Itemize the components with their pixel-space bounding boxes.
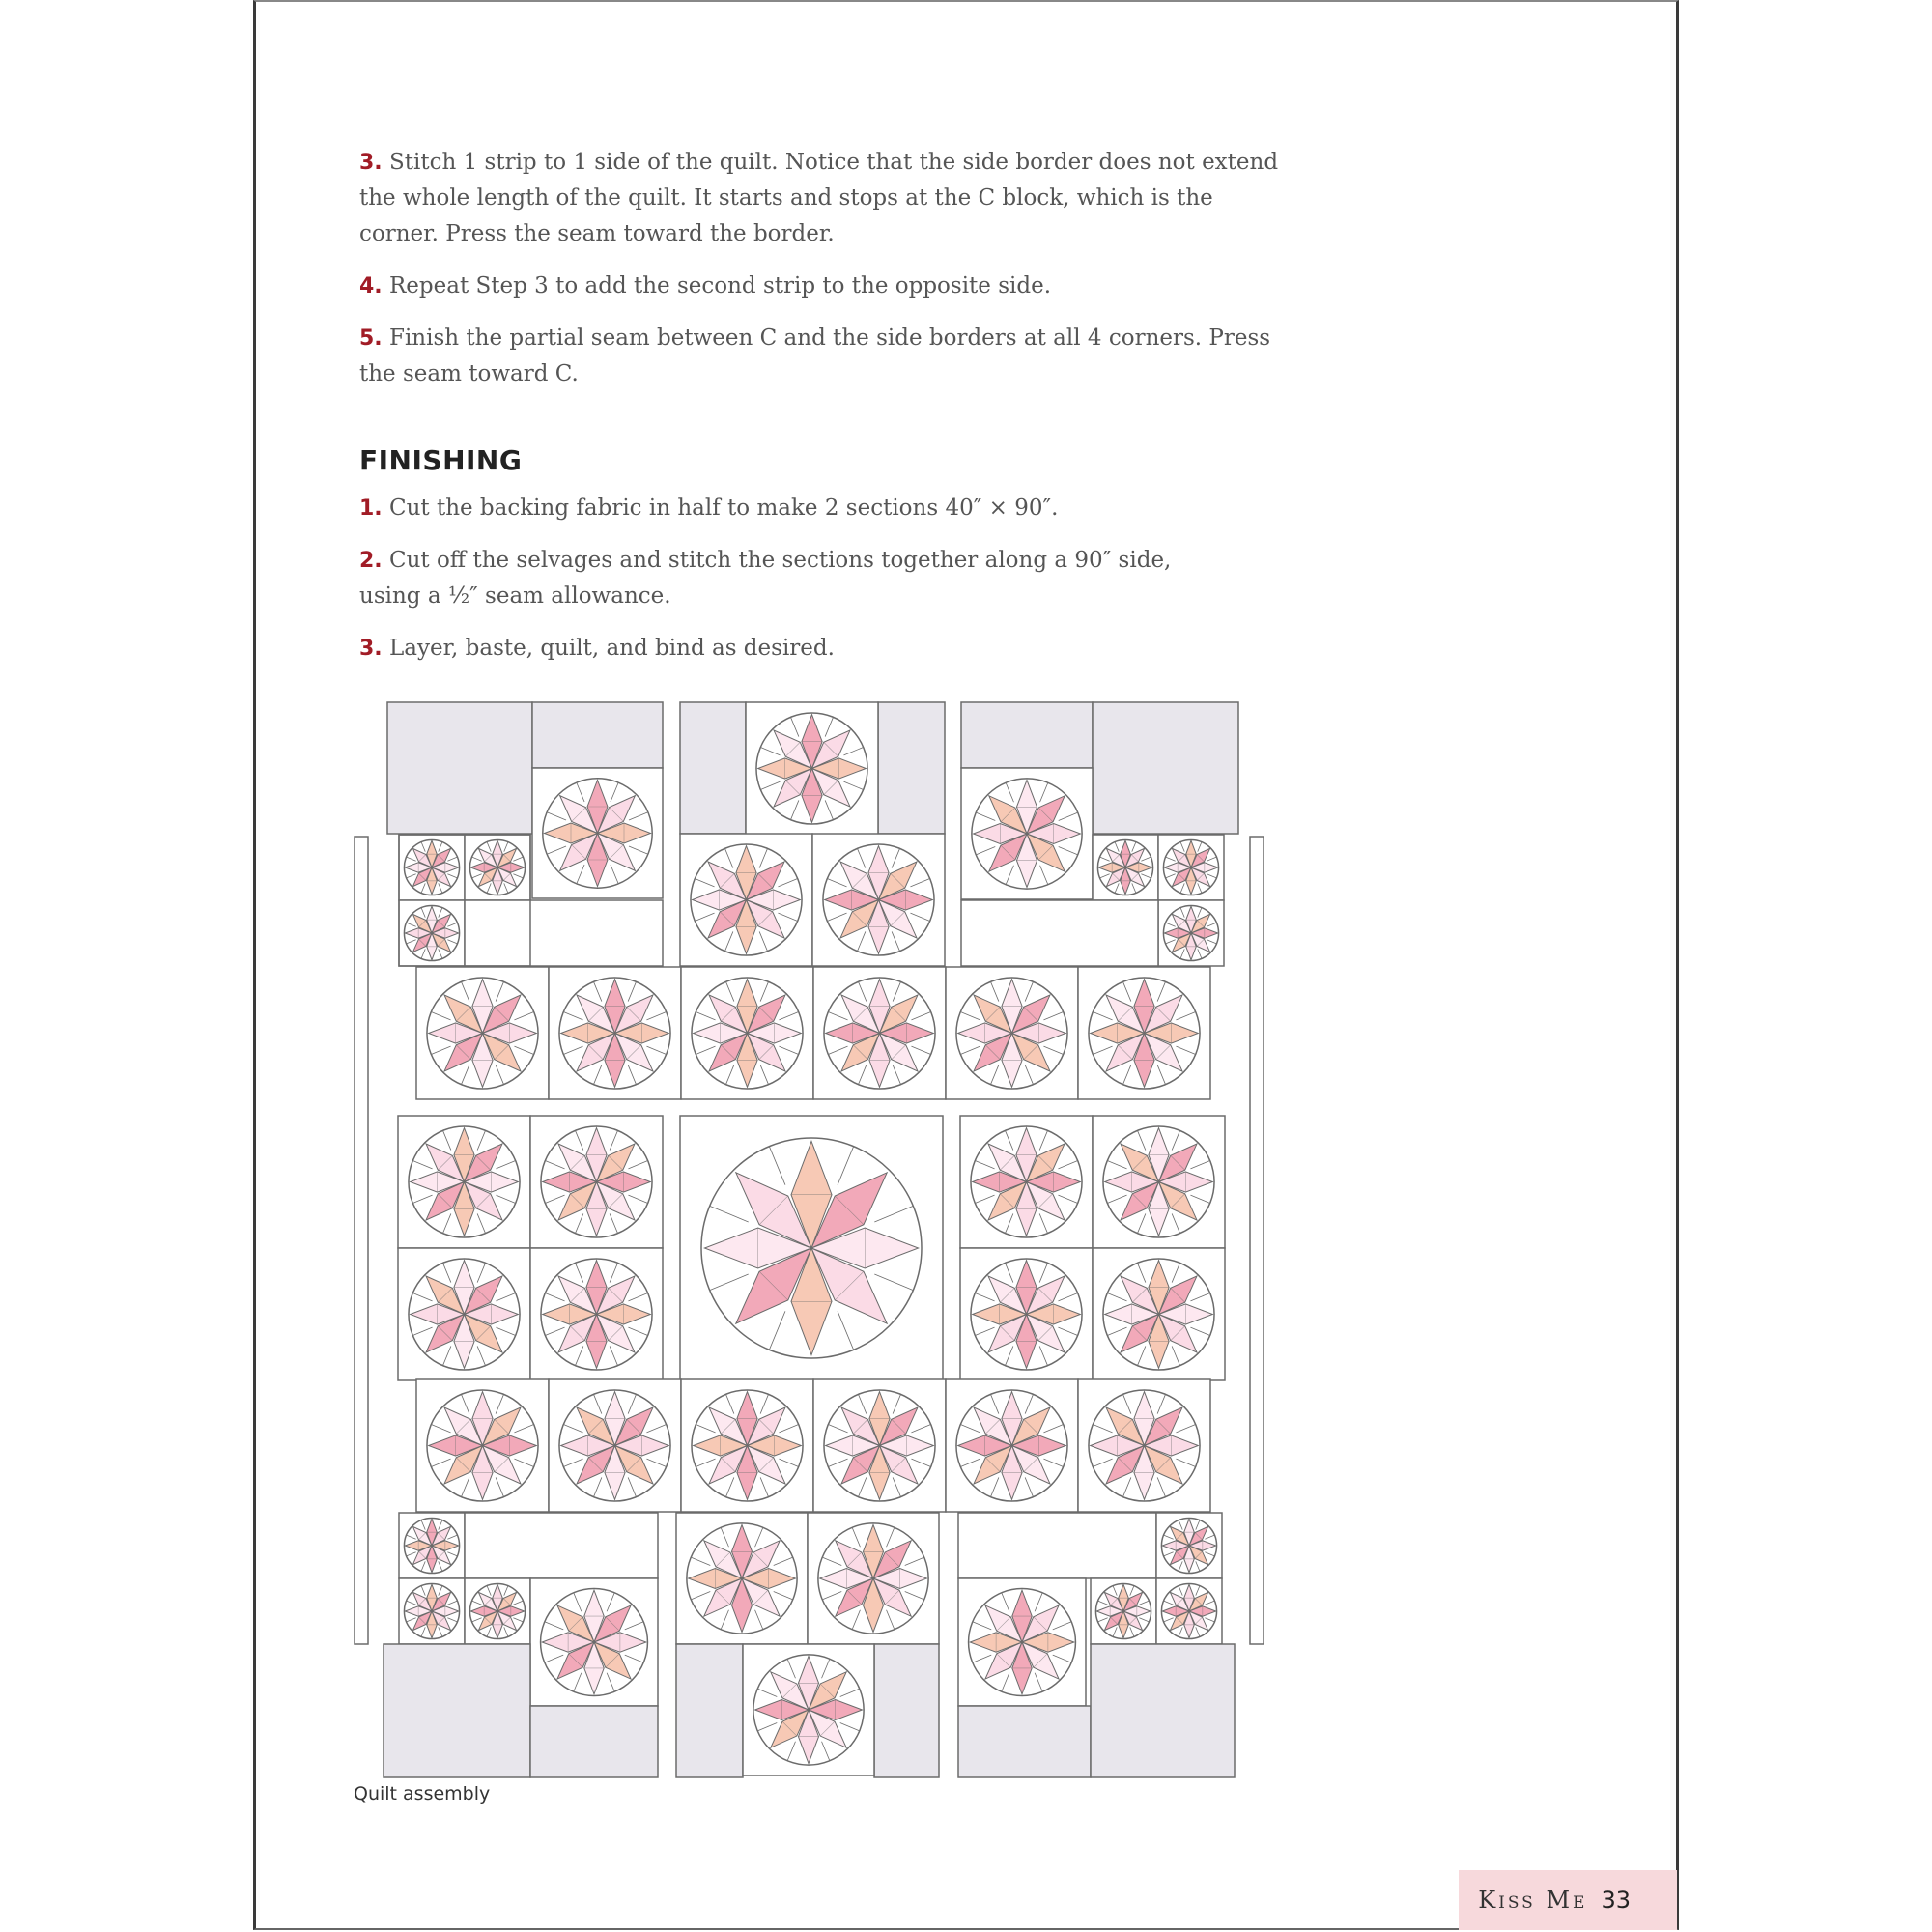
corner-block bbox=[1091, 1644, 1235, 1777]
corner-block bbox=[961, 702, 1093, 768]
corner-block bbox=[532, 702, 663, 768]
corner-block bbox=[387, 702, 532, 834]
corner-block bbox=[958, 1706, 1091, 1777]
figure-caption: Quilt assembly bbox=[354, 1783, 491, 1804]
step-text: Repeat Step 3 to add the second strip to the opposite side. bbox=[388, 273, 1052, 298]
border-strip bbox=[465, 900, 663, 966]
corner-block bbox=[530, 1706, 658, 1777]
side-border-right bbox=[1250, 837, 1264, 1644]
corner-block bbox=[384, 1644, 530, 1777]
border-strip bbox=[961, 900, 1158, 966]
step-number: 3. bbox=[359, 151, 383, 175]
step-number: 3. bbox=[359, 637, 383, 661]
page-footer bbox=[1459, 1870, 1677, 1930]
corner-block bbox=[1093, 702, 1238, 834]
corner-block bbox=[680, 702, 746, 834]
section-heading: FINISHING bbox=[359, 444, 523, 476]
page-number: 33 bbox=[1601, 1887, 1631, 1914]
step-text: Cut off the selvages and stitch the sections together along a 90″ side, using a ½″ seam allowance. bbox=[359, 548, 1172, 609]
step-text: Stitch 1 strip to 1 side of the quilt. Notice that the side border does not extend the whole length of the quilt. It starts and stops at the C block, which is the corner. Press the seam toward the border. bbox=[359, 150, 1279, 246]
step-text: Cut the backing fabric in half to make 2 sections 40″ × 90″. bbox=[388, 496, 1059, 521]
side-border-left bbox=[355, 837, 368, 1644]
step-text: Finish the partial seam between C and the side borders at all 4 corners. Press the seam toward C. bbox=[359, 326, 1271, 386]
corner-block bbox=[878, 702, 945, 834]
step-number: 1. bbox=[359, 497, 383, 521]
step-number: 5. bbox=[359, 327, 383, 351]
corner-block bbox=[676, 1644, 743, 1777]
border-strip bbox=[958, 1513, 1156, 1578]
step-text: Layer, baste, quilt, and bind as desired. bbox=[388, 636, 835, 661]
step-number: 4. bbox=[359, 274, 383, 298]
corner-block bbox=[874, 1644, 939, 1777]
step-number: 2. bbox=[359, 549, 383, 573]
chapter-title: Kiss Me bbox=[1478, 1887, 1588, 1914]
border-strip bbox=[465, 1513, 658, 1578]
